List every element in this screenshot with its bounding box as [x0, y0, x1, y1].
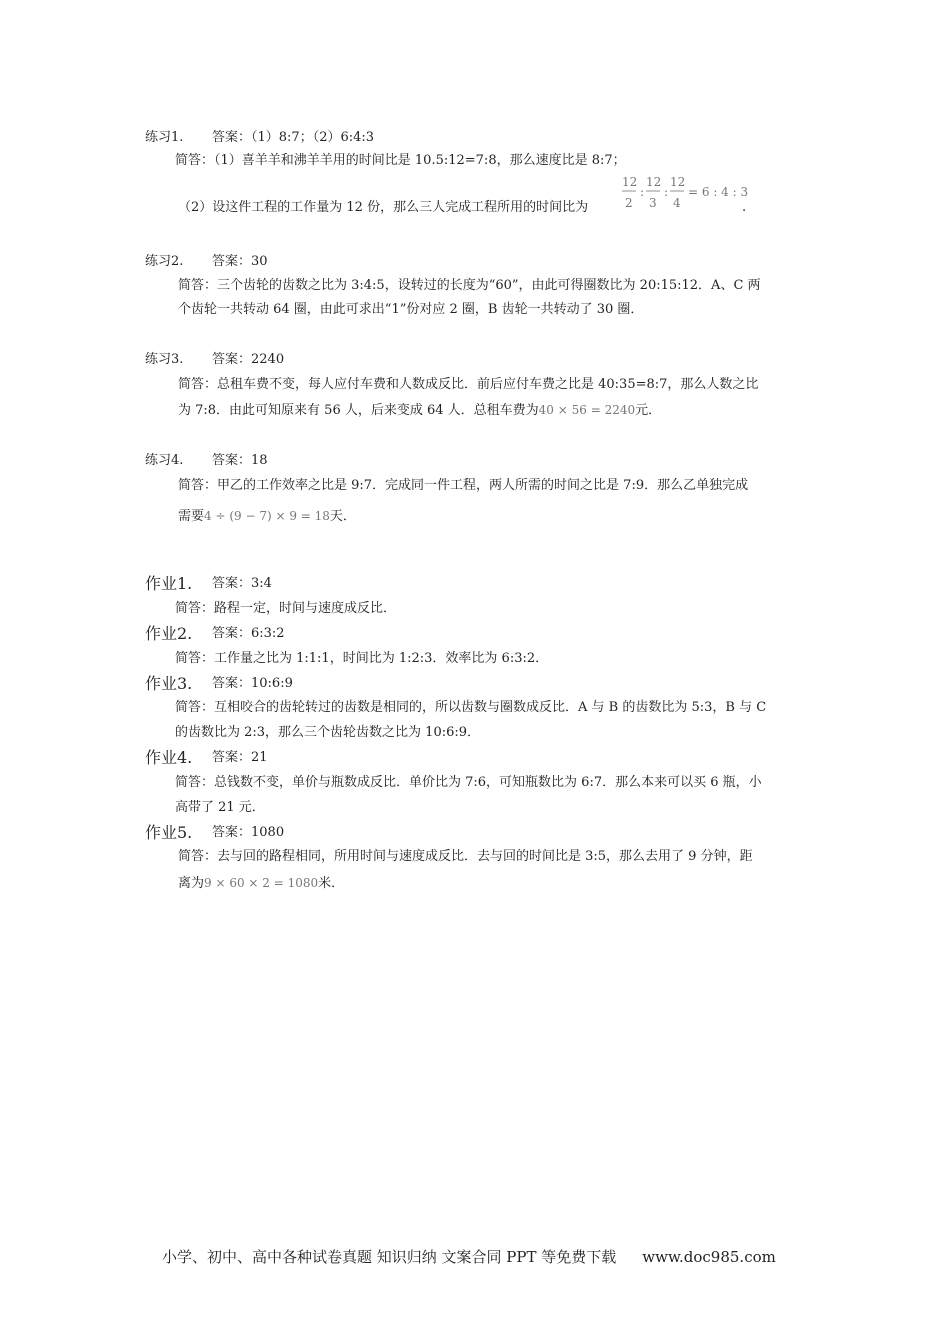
- page-footer: [162, 1246, 776, 1267]
- homework-1-heading: [145, 574, 272, 594]
- practice-1-label: 练习1.: [145, 130, 184, 145]
- practice-3-math: 40 × 56 = 2240: [538, 403, 636, 417]
- homework-4-line-1: 简答：总钱数不变，单价与瓶数成反比．单价比为 7:6，可知瓶数比为 6:7．那么本来可以买 6 瓶，小: [175, 775, 762, 790]
- frac-1-numerator: 12: [622, 175, 638, 189]
- homework-4-label: 作业4.: [145, 748, 193, 767]
- homework-5-heading: [145, 823, 285, 843]
- homework-5-tail: 米．: [318, 876, 345, 891]
- frac-sep-1: :: [640, 185, 645, 199]
- practice-3-answer: 答案：2240: [212, 352, 285, 367]
- practice-2-line-2: 个齿轮一共转动 64 圈，由此可求出“1”份对应 2 圈，B 齿轮一共转动了 30 圈．: [178, 302, 644, 317]
- frac-2-denominator: 3: [649, 196, 657, 210]
- frac-sep-2: :: [664, 185, 669, 199]
- homework-3-label: 作业3.: [145, 674, 193, 693]
- practice-2-label: 练习2.: [145, 254, 184, 269]
- homework-4-heading: [145, 748, 268, 768]
- homework-3-answer: 答案：10:6:9: [212, 676, 293, 691]
- footer-text: 小学、初中、高中各种试卷真题 知识归纳 文案合同 PPT 等免费下载: [162, 1248, 617, 1266]
- homework-1-label: 作业1.: [145, 574, 193, 593]
- practice-4-tail: 天．: [329, 509, 356, 524]
- practice-2-heading: [145, 252, 268, 272]
- homework-2-answer: 答案：6:3:2: [212, 626, 285, 641]
- homework-2-line-1: 简答：工作量之比为 1:1:1，时间比为 1:2:3．效率比为 6:3:2．: [175, 651, 549, 666]
- frac-1-denominator: 2: [625, 196, 633, 210]
- homework-3-line-2: 的齿数比为 2:3，那么三个齿轮齿数之比为 10:6:9．: [175, 725, 481, 740]
- homework-4-answer: 答案：21: [212, 750, 268, 765]
- practice-1-fraction-expression: [620, 174, 750, 214]
- footer-url-link[interactable]: www.doc985.com: [642, 1248, 776, 1266]
- homework-3-heading: [145, 674, 293, 694]
- practice-4-line-1: 简答：甲乙的工作效率之比是 9:7．完成同一件工程，两人所需的时间之比是 7:9．那么乙单独完成: [178, 478, 749, 493]
- homework-4-line-2: 高带了 21 元．: [175, 800, 265, 815]
- practice-1-line-1: 简答：（1）喜羊羊和沸羊羊用的时间比是 10.5:12=7:8，那么速度比是 8:7；: [175, 153, 626, 168]
- practice-1-line-2: （2）设这件工程的工作量为 12 份，那么三人完成工程所用的时间比为: [178, 200, 589, 215]
- frac-3-numerator: 12: [670, 175, 686, 189]
- homework-2-heading: [145, 624, 285, 644]
- practice-1-tail: .: [742, 200, 747, 215]
- practice-3-line-1: 简答：总租车费不变，每人应付车费和人数成反比．前后应付车费之比是 40:35=8:7，那么人数之比: [178, 377, 759, 392]
- practice-1-answer: 答案：（1）8:7；（2）6:4:3: [212, 130, 375, 145]
- practice-4-answer: 答案：18: [212, 453, 268, 468]
- practice-4-label: 练习4.: [145, 453, 184, 468]
- practice-3-label: 练习3.: [145, 352, 184, 367]
- practice-2-answer: 答案：30: [212, 254, 268, 269]
- practice-3-heading: [145, 350, 285, 370]
- homework-3-line-1: 简答：互相咬合的齿轮转过的齿数是相同的，所以齿数与圈数成反比．A 与 B 的齿数比为 5:3，B 与 C: [175, 700, 767, 715]
- practice-4-line-2-text: 需要: [178, 509, 205, 524]
- practice-4-heading: [145, 451, 268, 471]
- homework-5-line-2-text: 离为: [178, 876, 205, 891]
- homework-1-line-1: 简答：路程一定，时间与速度成反比．: [175, 601, 397, 616]
- practice-3-tail: 元．: [635, 403, 662, 418]
- practice-3-line-2: [178, 400, 661, 421]
- homework-5-math: 9 × 60 × 2 = 1080: [204, 876, 319, 890]
- frac-3-denominator: 4: [673, 196, 681, 210]
- homework-2-label: 作业2.: [145, 624, 193, 643]
- practice-3-line-2-text: 为 7:8．由此可知原来有 56 人，后来变成 64 人．总租车费为: [178, 403, 539, 418]
- practice-2-line-1: 简答：三个齿轮的齿数之比为 3:4:5，设转过的长度为“60”，由此可得圈数比为 20:15:12．A、C 两: [178, 278, 761, 293]
- practice-4-math: 4 ÷ (9 − 7) × 9 = 18: [204, 509, 330, 523]
- practice-4-line-2: [178, 506, 356, 527]
- practice-1-heading: [145, 128, 375, 148]
- homework-1-answer: 答案：3:4: [212, 576, 272, 591]
- frac-2-numerator: 12: [646, 175, 662, 189]
- homework-5-line-2: [178, 873, 344, 894]
- frac-result: = 6 : 4 : 3: [688, 185, 749, 199]
- homework-5-answer: 答案：1080: [212, 825, 285, 840]
- homework-5-label: 作业5.: [145, 823, 193, 842]
- homework-5-line-1: 简答：去与回的路程相同，所用时间与速度成反比．去与回的时间比是 3:5，那么去用了 9 分钟，距: [178, 849, 753, 864]
